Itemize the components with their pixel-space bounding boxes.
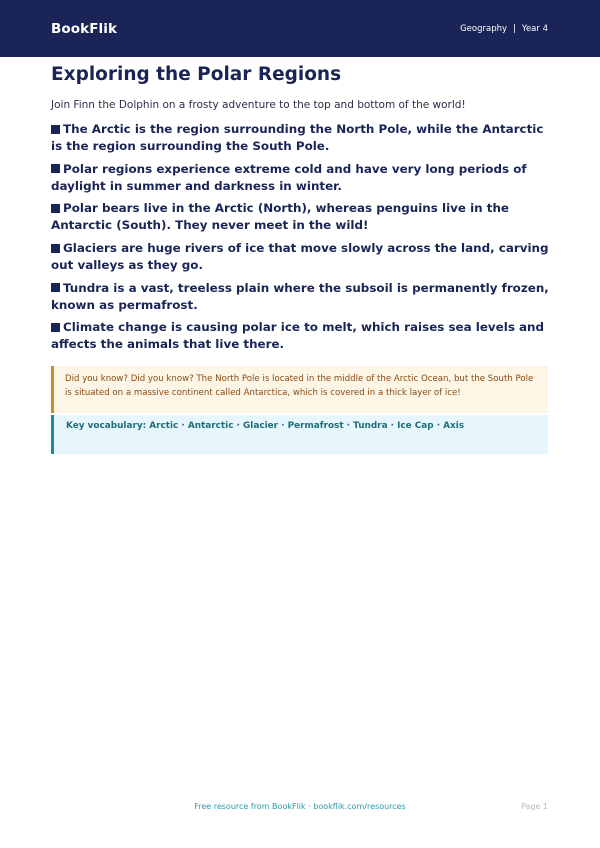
fact-item: [51, 319, 551, 353]
page-header: [0, 0, 600, 57]
fact-item: [51, 200, 551, 234]
square-bullet-icon: [51, 164, 60, 173]
meta-separator: |: [513, 23, 516, 34]
fact-item: [51, 280, 551, 314]
key-vocabulary-box: Key vocabulary: Arctic · Antarctic · Glacier · Permafrost · Tundra · Ice Cap · Axis: [51, 415, 548, 454]
brand-logo[interactable]: BookFlik: [51, 20, 118, 37]
fact-item: [51, 240, 551, 274]
fact-text: Climate change is causing polar ice to melt, which raises sea levels and affects the animals that live there.: [51, 320, 545, 352]
fact-text: The Arctic is the region surrounding the North Pole, while the Antarctic is the region surrounding the South Pole.: [51, 122, 544, 153]
footer-link[interactable]: Free resource from BookFlik · bookflik.com/resources: [194, 802, 406, 811]
subject-label: Geography: [460, 23, 508, 34]
intro-text: Join Finn the Dolphin on a frosty adventure to the top and bottom of the world!: [51, 99, 466, 111]
fact-text: Glaciers are huge rivers of ice that move slowly across the land, carving out valleys as they go.: [51, 241, 549, 273]
fact-text: Tundra is a vast, treeless plain where the subsoil is permanently frozen, known as permafrost.: [51, 280, 549, 312]
fact-text: Polar bears live in the Arctic (North), whereas penguins live in the Antarctic (South). They never meet in the wild!: [51, 201, 509, 233]
fact-item: [51, 161, 551, 195]
square-bullet-icon: [51, 125, 60, 134]
page-title: Exploring the Polar Regions: [51, 64, 342, 85]
fact-list: [51, 121, 551, 359]
header-meta: [460, 24, 548, 34]
square-bullet-icon: [51, 323, 60, 332]
square-bullet-icon: [51, 204, 60, 213]
page-number: Page 1: [521, 802, 548, 811]
did-you-know-callout: Did you know? Did you know? The North Pole is located in the middle of the Arctic Ocean, but the South Pole is situated on a massive continent called Antarctica, which is covered in a thick layer of ice!: [51, 366, 548, 413]
square-bullet-icon: [51, 283, 60, 292]
fact-text: Polar regions experience extreme cold and have very long periods of daylight in summer and darkness in winter.: [51, 161, 527, 193]
fact-item: [51, 121, 551, 155]
year-label: Year 4: [521, 23, 548, 34]
square-bullet-icon: [51, 244, 60, 253]
